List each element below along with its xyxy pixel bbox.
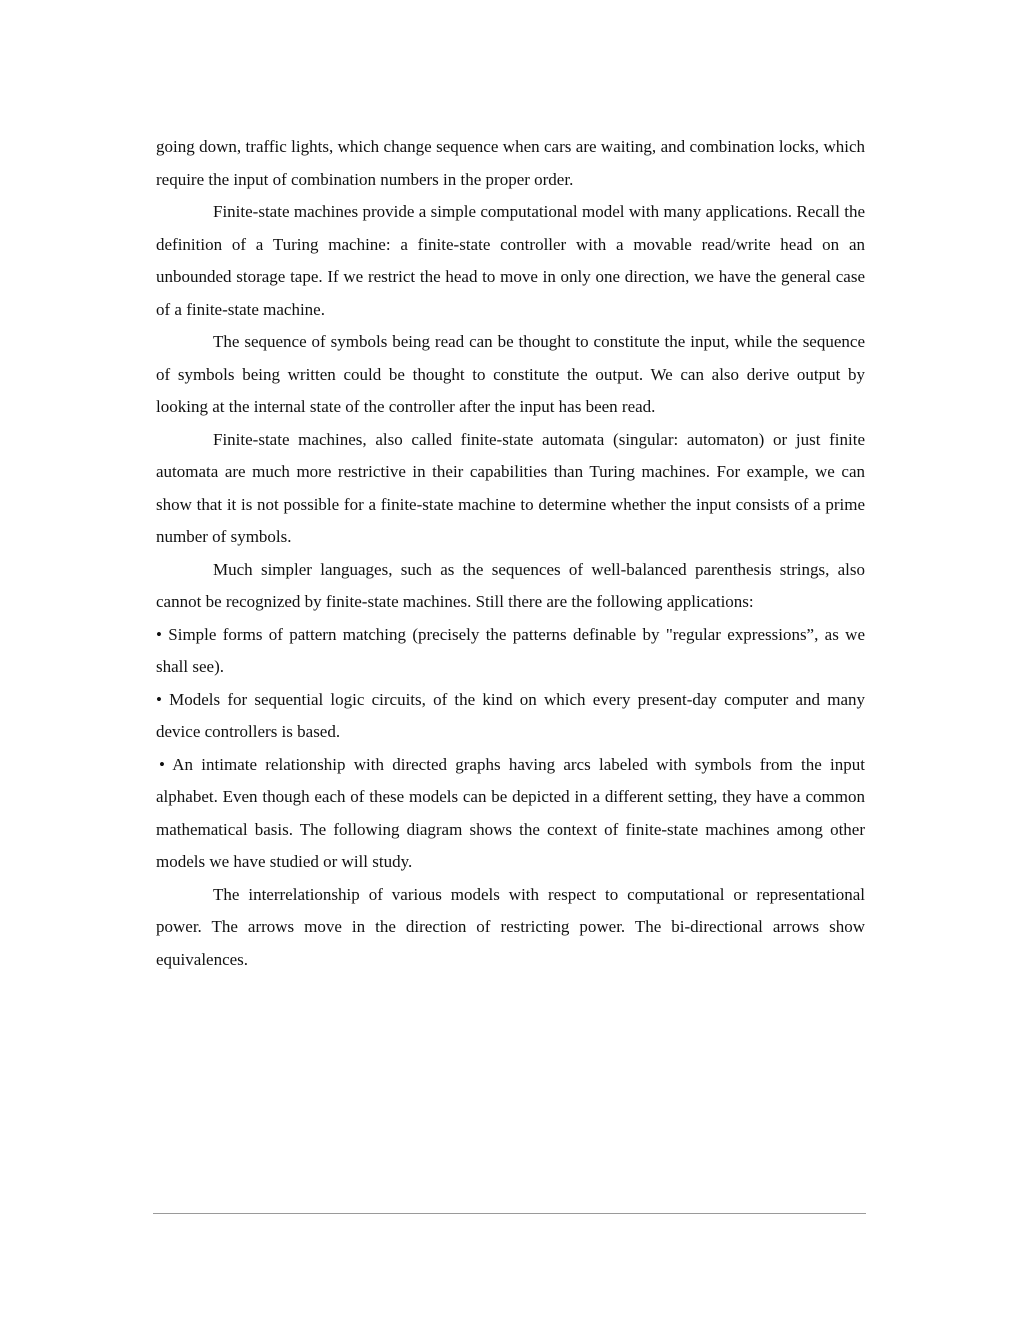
paragraph-symbol-sequence: The sequence of symbols being read can be thought to constitute the input, while the sequence of symbols being written could be thought to constitute the output. We can also derive output by looking at the internal state of the controller after the input has been read. <box>156 332 865 416</box>
paragraph-fsm-model: Finite-state machines provide a simple computational model with many applications. Recall the definition of a Turing machine: a finite-state controller with a movable read/write head on an unbounded storage tape. If we restrict the head to move in only one direction, we have the general case of a finite-state machine. <box>156 202 865 319</box>
document-body <box>156 131 865 976</box>
paragraph-continuation: going down, traffic lights, which change sequence when cars are waiting, and combination locks, which require the input of combination numbers in the proper order. <box>156 137 865 189</box>
bullet-pattern-matching: • Simple forms of pattern matching (precisely the patterns definable by "regular expressions”, as we shall see). <box>156 624 865 676</box>
paragraph-simpler-languages: Much simpler languages, such as the sequences of well-balanced parenthesis strings, also cannot be recognized by finite-state machines. Still there are the following applications: <box>156 559 865 611</box>
bullet-logic-circuits: • Models for sequential logic circuits, of the kind on which every present-day computer and many device controllers is based. <box>156 689 865 741</box>
footer-divider <box>153 1213 866 1214</box>
paragraph-interrelationship: The interrelationship of various models with respect to computational or representational power. The arrows move in the direction of restricting power. The bi-directional arrows show equivalences. <box>156 884 865 969</box>
paragraph-finite-automata: Finite-state machines, also called finite-state automata (singular: automaton) or just finite automata are much more restrictive in their capabilities than Turing machines. For example, we can show that it is not possible for a finite-state machine to determine whether the input consists of a prime number of symbols. <box>156 429 865 546</box>
bullet-directed-graphs: • An intimate relationship with directed graphs having arcs labeled with symbols from the input alphabet. Even though each of these models can be depicted in a different setting, they have a common mathematical basis. The following diagram shows the context of finite-state machines among other models we have studied or will study. <box>156 754 865 871</box>
